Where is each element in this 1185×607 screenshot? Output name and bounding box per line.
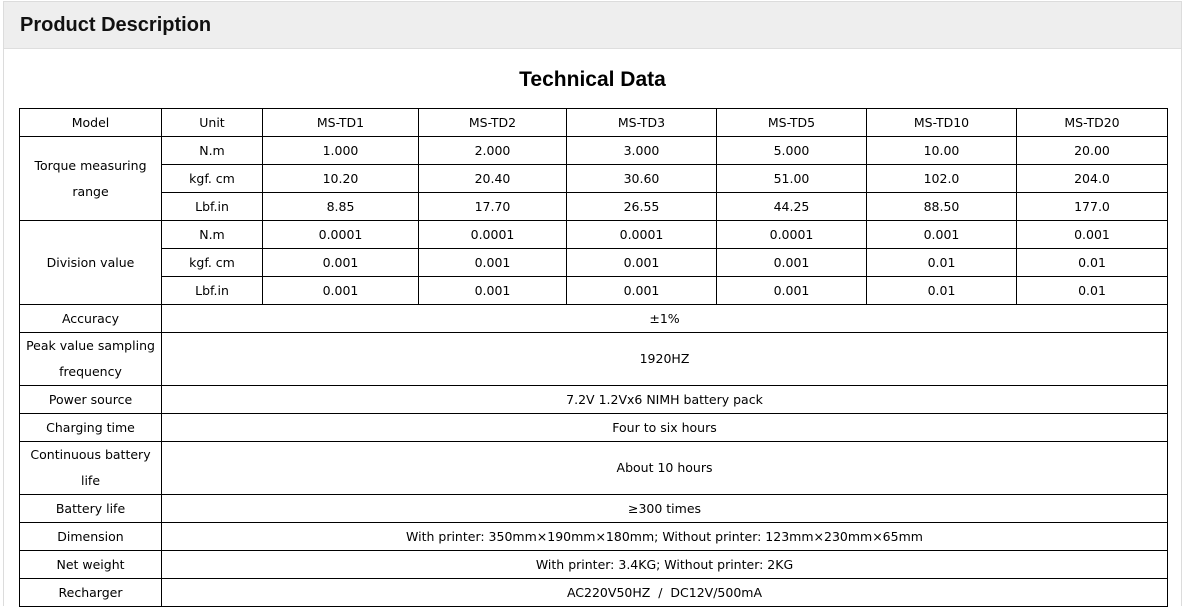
value-cell: 20.00	[1017, 137, 1168, 165]
value-cell: 0.0001	[717, 221, 867, 249]
spec-value: With printer: 350mm×190mm×180mm; Without printer: 123mm×230mm×65mm	[162, 523, 1168, 551]
panel-header	[4, 2, 1181, 49]
spec-value: ≥300 times	[162, 495, 1168, 523]
table-row-recharger	[20, 579, 1168, 607]
spec-value: 7.2V 1.2Vx6 NIMH battery pack	[162, 386, 1168, 414]
table-row-sampling-frequency	[20, 333, 1168, 386]
value-cell: 8.85	[263, 193, 419, 221]
table-row	[20, 221, 1168, 249]
value-cell: 0.0001	[263, 221, 419, 249]
value-cell: 44.25	[717, 193, 867, 221]
table-row	[20, 277, 1168, 305]
table-row-charging-time	[20, 414, 1168, 442]
value-cell: 0.001	[419, 249, 567, 277]
spec-label: Continuous battery life	[20, 442, 162, 495]
table-row-continuous-battery-life	[20, 442, 1168, 495]
value-cell: 0.0001	[419, 221, 567, 249]
spec-label: Battery life	[20, 495, 162, 523]
header-cell-model-name: MS-TD2	[419, 109, 567, 137]
unit-cell: N.m	[162, 221, 263, 249]
panel-title: Product Description	[20, 13, 212, 36]
value-cell: 88.50	[867, 193, 1017, 221]
unit-cell: kgf. cm	[162, 249, 263, 277]
spec-label: Charging time	[20, 414, 162, 442]
value-cell: 0.01	[1017, 277, 1168, 305]
value-cell: 0.001	[717, 249, 867, 277]
value-cell: 26.55	[567, 193, 717, 221]
technical-data-title: Technical Data	[519, 68, 666, 91]
unit-cell: N.m	[162, 137, 263, 165]
value-cell: 17.70	[419, 193, 567, 221]
value-cell: 0.001	[419, 277, 567, 305]
value-cell: 10.00	[867, 137, 1017, 165]
value-cell: 20.40	[419, 165, 567, 193]
header-cell-model-name: MS-TD20	[1017, 109, 1168, 137]
value-cell: 0.001	[717, 277, 867, 305]
header-cell-model-name: MS-TD5	[717, 109, 867, 137]
table-row	[20, 249, 1168, 277]
value-cell: 177.0	[1017, 193, 1168, 221]
value-cell: 5.000	[717, 137, 867, 165]
torque-range-label: Torque measuring range	[20, 137, 162, 221]
table-row-dimension	[20, 523, 1168, 551]
header-cell-model-name: MS-TD1	[263, 109, 419, 137]
spec-label: Accuracy	[20, 305, 162, 333]
table-row	[20, 137, 1168, 165]
spec-label: Net weight	[20, 551, 162, 579]
value-cell: 0.001	[1017, 221, 1168, 249]
spec-label: Peak value sampling frequency	[20, 333, 162, 386]
unit-cell: Lbf.in	[162, 277, 263, 305]
spec-value: 1920HZ	[162, 333, 1168, 386]
table-row-accuracy	[20, 305, 1168, 333]
header-cell-model: Model	[20, 109, 162, 137]
value-cell: 0.01	[867, 277, 1017, 305]
product-description-panel	[3, 1, 1182, 606]
table-header-row	[20, 109, 1168, 137]
value-cell: 2.000	[419, 137, 567, 165]
spec-value: AC220V50HZ / DC12V/500mA	[162, 579, 1168, 607]
value-cell: 1.000	[263, 137, 419, 165]
table-row-battery-life	[20, 495, 1168, 523]
spec-label: Power source	[20, 386, 162, 414]
spec-value: About 10 hours	[162, 442, 1168, 495]
value-cell: 0.001	[263, 249, 419, 277]
value-cell: 0.001	[867, 221, 1017, 249]
value-cell: 30.60	[567, 165, 717, 193]
header-cell-model-name: MS-TD3	[567, 109, 717, 137]
header-cell-unit: Unit	[162, 109, 263, 137]
table-row	[20, 193, 1168, 221]
division-value-label: Division value	[20, 221, 162, 305]
value-cell: 10.20	[263, 165, 419, 193]
spec-value: ±1%	[162, 305, 1168, 333]
value-cell: 0.001	[567, 249, 717, 277]
value-cell: 0.001	[567, 277, 717, 305]
table-row-net-weight	[20, 551, 1168, 579]
header-cell-model-name: MS-TD10	[867, 109, 1017, 137]
spec-label: Recharger	[20, 579, 162, 607]
value-cell: 51.00	[717, 165, 867, 193]
value-cell: 3.000	[567, 137, 717, 165]
spec-label: Dimension	[20, 523, 162, 551]
value-cell: 0.01	[867, 249, 1017, 277]
spec-value: With printer: 3.4KG; Without printer: 2KG	[162, 551, 1168, 579]
value-cell: 102.0	[867, 165, 1017, 193]
value-cell: 0.001	[263, 277, 419, 305]
value-cell: 204.0	[1017, 165, 1168, 193]
unit-cell: Lbf.in	[162, 193, 263, 221]
spec-value: Four to six hours	[162, 414, 1168, 442]
unit-cell: kgf. cm	[162, 165, 263, 193]
table-row-power-source	[20, 386, 1168, 414]
table-row	[20, 165, 1168, 193]
value-cell: 0.0001	[567, 221, 717, 249]
value-cell: 0.01	[1017, 249, 1168, 277]
technical-data-table	[19, 108, 1168, 607]
